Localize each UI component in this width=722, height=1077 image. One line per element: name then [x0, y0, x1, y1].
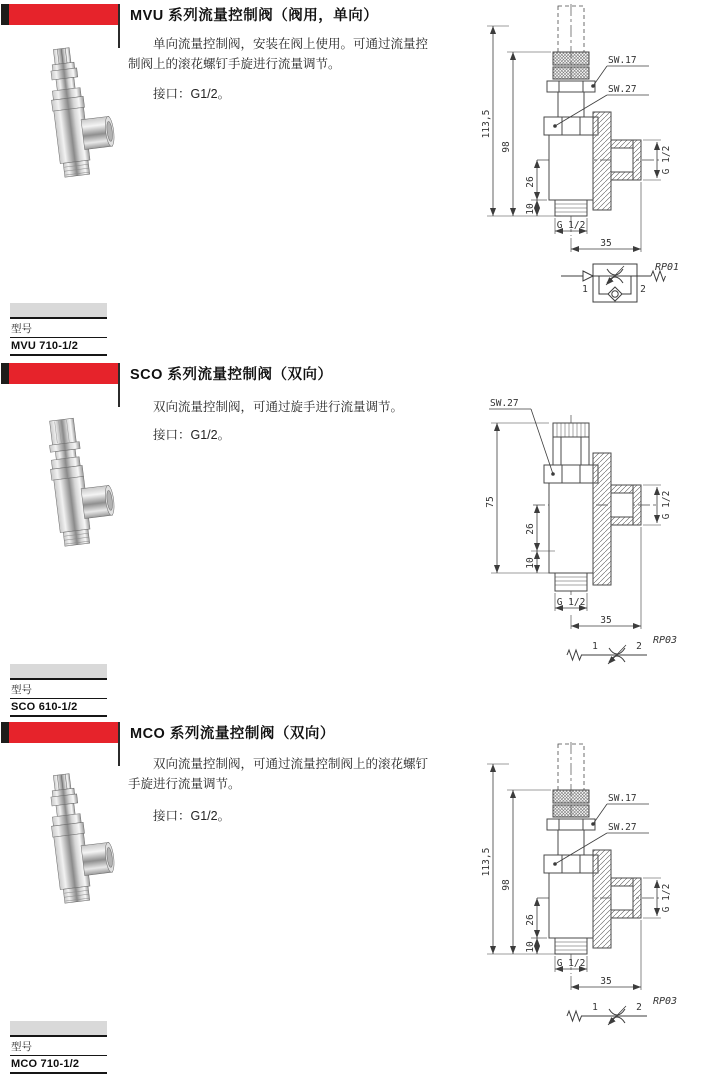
technical-drawing-mco — [445, 740, 715, 1040]
dim-upper: 98 — [501, 141, 512, 153]
pneumatic-symbol-rp01 — [561, 262, 679, 302]
symbol-code: RP01 — [655, 262, 680, 273]
wrench-large-label: SW.27 — [608, 822, 637, 833]
dim-mid: 26 — [525, 914, 536, 926]
header-black-block — [1, 4, 9, 25]
model-table-header-bar — [10, 1021, 107, 1037]
dim-lower: 10 — [525, 203, 536, 215]
section-title: SCO 系列流量控制阀（双向） — [130, 367, 333, 383]
thread-bottom-label: G 1/2 — [556, 958, 586, 969]
section-description: 双向流量控制阀，可通过流量控制阀上的滚花螺钉手旋进行流量调节。 — [128, 757, 429, 791]
header-divider-line — [118, 722, 120, 766]
model-value: MCO 710-1/2 — [10, 1056, 107, 1074]
wrench-large-label: SW.27 — [490, 398, 519, 409]
dim-overall: 113,5 — [481, 847, 492, 877]
technical-drawing-sco — [445, 387, 715, 672]
symbol-code: RP03 — [653, 635, 678, 646]
dim-lower: 10 — [525, 557, 536, 569]
port-note: 接口：G1/2。 — [153, 428, 231, 442]
thread-bottom-label: G 1/2 — [556, 597, 586, 608]
model-value: SCO 610-1/2 — [10, 699, 107, 717]
port-note: 接口：G1/2。 — [153, 809, 231, 823]
dim-overall: 113,5 — [481, 109, 492, 139]
section-sco — [0, 359, 722, 718]
header-divider-line — [118, 363, 120, 407]
valve-photo-shape — [45, 770, 118, 904]
header-red-bar — [9, 4, 118, 25]
dim-overall: 75 — [485, 496, 496, 508]
model-table-header-bar — [10, 664, 107, 680]
product-photo-mco — [24, 768, 119, 918]
thread-side-label: G 1/2 — [661, 883, 672, 913]
pneumatic-symbol-rp03 — [567, 635, 677, 664]
model-table-header-bar — [10, 303, 107, 319]
model-table — [10, 303, 107, 356]
product-photo-sco — [24, 411, 119, 561]
valve-section-outline — [533, 415, 659, 603]
symbol-port1: 1 — [592, 641, 598, 652]
dim-width: 35 — [600, 976, 612, 987]
wrench-large-label: SW.27 — [608, 84, 637, 95]
technical-drawing-mvu — [445, 2, 715, 307]
dim-width: 35 — [600, 615, 612, 626]
header-red-bar — [9, 722, 118, 743]
thread-side-label: G 1/2 — [661, 145, 672, 175]
wrench-small-label: SW.17 — [608, 793, 637, 804]
section-title: MCO 系列流量控制阀（双向） — [130, 726, 335, 742]
dim-mid: 26 — [525, 523, 536, 535]
dim-lower: 10 — [525, 941, 536, 953]
section-description: 单向流量控制阀，安装在阀上使用。可通过流量控制阀上的滚花螺钉手旋进行流量调节。 — [128, 37, 429, 71]
symbol-port2: 2 — [640, 284, 646, 295]
pneumatic-symbol-rp03 — [567, 996, 677, 1025]
model-label: 型号 — [10, 1037, 107, 1056]
header-black-block — [1, 722, 9, 743]
section-description: 双向流量控制阀，可通过旋手进行流量调节。 — [153, 400, 404, 414]
section-mco — [0, 718, 722, 1077]
model-label: 型号 — [10, 680, 107, 699]
dim-mid: 26 — [525, 176, 536, 188]
dim-upper: 98 — [501, 879, 512, 891]
symbol-code: RP03 — [653, 996, 678, 1007]
symbol-port2: 2 — [636, 1002, 642, 1013]
wrench-small-label: SW.17 — [608, 55, 637, 66]
model-table — [10, 664, 107, 717]
model-value: MVU 710-1/2 — [10, 338, 107, 356]
model-label: 型号 — [10, 319, 107, 338]
valve-photo-shape — [45, 415, 119, 547]
model-table — [10, 1021, 107, 1074]
section-mvu — [0, 0, 722, 359]
header-red-bar — [9, 363, 118, 384]
header-black-block — [1, 363, 9, 384]
section-title: MVU 系列流量控制阀（阀用，单向） — [130, 8, 379, 24]
symbol-port1: 1 — [592, 1002, 598, 1013]
thread-bottom-label: G 1/2 — [556, 220, 586, 231]
dim-width: 35 — [600, 238, 612, 249]
product-photo-mvu — [24, 42, 119, 192]
valve-photo-shape — [45, 44, 118, 178]
symbol-port2: 2 — [636, 641, 642, 652]
symbol-port1: 1 — [582, 284, 588, 295]
thread-side-label: G 1/2 — [661, 490, 672, 520]
port-note: 接口：G1/2。 — [153, 87, 231, 101]
